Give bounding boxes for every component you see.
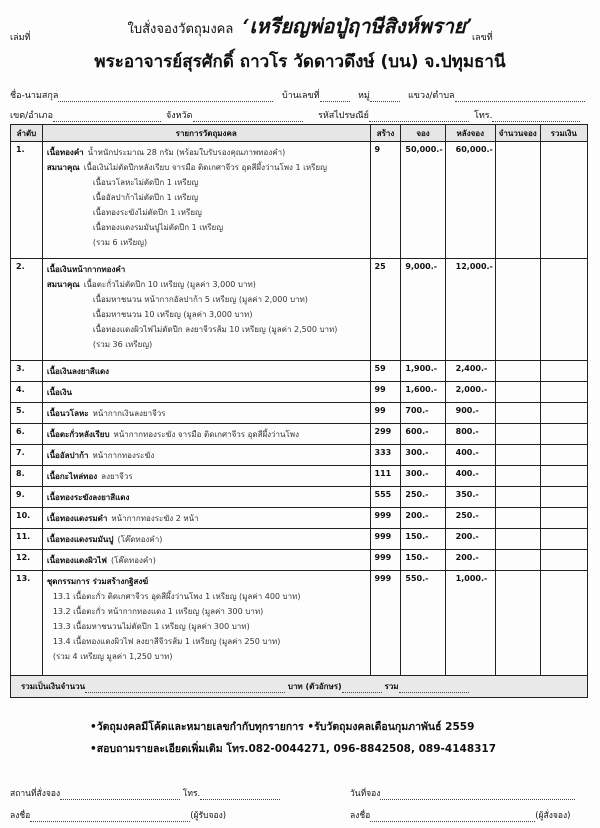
item-detail: น้ำหนักประมาณ 28 กรัม (พร้อมใบรับรองคุณภาพทองคำ) (87, 148, 286, 157)
name-field[interactable]: ชื่อ-นามสกุล (10, 88, 273, 102)
title-prefix: ใบสั่งจองวัตถุมงคล (127, 22, 234, 37)
row-number: 12. (11, 550, 43, 571)
item-title: เนื้อทองแดงผิวไฟ (46, 556, 107, 565)
table-row (11, 382, 588, 403)
quantity-input-cell[interactable] (495, 142, 540, 259)
table-row (11, 424, 588, 445)
col-header-total: รวมเงิน (540, 125, 587, 142)
item-detail: หน้ากากทองระฆัง จารมือ ติดเกศาจีวร อุดสีผึ้งว่านโพง (113, 430, 299, 439)
after-price: 200.- (445, 529, 495, 550)
quantity-input-cell[interactable] (495, 550, 540, 571)
made-count: 99 (370, 403, 401, 424)
table-row (11, 142, 588, 259)
quantity-input-cell[interactable] (495, 466, 540, 487)
title-medal-name: ‘เหรียญพ่อปู่ฤาษีสิงห์พราย’ (242, 14, 473, 38)
bonus-item: 13.1 เนื้อตะกั่ว ติดเกศาจีวร อุดสีผึ้งว่านโพง 1 เหรียญ (มูลค่า 400 บาท) (52, 592, 301, 601)
after-price: 350.- (445, 487, 495, 508)
book-number-label: เล่มที่ (10, 33, 31, 43)
col-header-quantity: จำนวนจอง (495, 125, 540, 142)
item-detail: หน้ากากทองระฆัง (92, 451, 155, 460)
after-price: 200.- (445, 550, 495, 571)
row-number: 4. (11, 382, 43, 403)
baht-words-label: บาท (ตัวอักษร) (287, 682, 342, 691)
row-total-cell[interactable] (540, 466, 587, 487)
made-count: 555 (370, 487, 401, 508)
bonus-item: เนื้อทองแดงรมมันปูไม่ตัดปีก 1 เหรียญ (92, 223, 224, 232)
item-detail: หน้ากากทองระฆัง 2 หน้า (111, 514, 199, 523)
reserve-price: 1,600.- (401, 382, 445, 403)
sum-total-field[interactable] (399, 683, 469, 693)
row-total-cell[interactable] (540, 445, 587, 466)
receiver-signature-field[interactable]: ลงชื่อ (ผู้รับจอง) (10, 811, 227, 821)
bonus-item: 13.2 เนื้อตะกั่ว หน้ากากทองแดง 1 เหรียญ (มูลค่า 300 บาท) (52, 607, 264, 616)
row-number: 13. (11, 571, 43, 676)
row-total-cell[interactable] (540, 529, 587, 550)
made-count: 25 (370, 259, 401, 361)
after-price: 800.- (445, 424, 495, 445)
row-description (42, 382, 370, 403)
row-total-cell[interactable] (540, 487, 587, 508)
item-total-note: (รวม 36 เหรียญ) (92, 340, 153, 349)
item-title: เนื้อทองแดงรมดำ (46, 514, 108, 523)
reserve-price: 1,900.- (401, 361, 445, 382)
row-number: 8. (11, 466, 43, 487)
row-total-cell[interactable] (540, 403, 587, 424)
row-description (42, 259, 370, 361)
made-count: 299 (370, 424, 401, 445)
row-description (42, 361, 370, 382)
row-description (42, 508, 370, 529)
postcode-field[interactable]: รหัสไปรษณีย์ (318, 108, 469, 122)
item-title: เนื้อเงินลงยาสีแดง (46, 367, 110, 376)
after-price: 400.- (445, 445, 495, 466)
item-title: เนื้อทองระฆังลงยาสีแดง (46, 493, 130, 502)
bonus-item: 13.4 เนื้อทองแดงผิวไฟ ลงยาสีจีวรส้ม 1 เหรียญ (มูลค่า 250 บาท) (52, 637, 281, 646)
province-field[interactable]: จังหวัด (166, 108, 303, 122)
subdistrict-field[interactable]: แขวง/ตำบล (408, 88, 585, 102)
made-count: 999 (370, 550, 401, 571)
reserve-price: 300.- (401, 466, 445, 487)
order-place-field[interactable]: สถานที่สั่งจอง โทร. (10, 786, 280, 800)
table-row (11, 508, 588, 529)
col-header-reserve-price: จอง (401, 125, 445, 142)
made-count: 999 (370, 508, 401, 529)
quantity-input-cell[interactable] (495, 382, 540, 403)
bonus-item: เนื้อมหาชนวน หน้ากากอัลปาก้า 5 เหรียญ (มูลค่า 2,000 บาท) (92, 295, 308, 304)
row-description (42, 142, 370, 259)
row-description (42, 529, 370, 550)
item-title: เนื้อทองแดงรมมันปู (46, 535, 114, 544)
bonus-label: สมนาคุณ (46, 163, 80, 172)
item-title: ชุดกรรมการ ร่วมสร้างกฐิสงฆ์ (46, 577, 149, 586)
row-description (42, 487, 370, 508)
quantity-input-cell[interactable] (495, 403, 540, 424)
sum-label: รวมเป็นเงินจำนวน (21, 682, 86, 691)
table-row (11, 487, 588, 508)
quantity-input-cell[interactable] (495, 361, 540, 382)
reserve-price: 50,000.- (401, 142, 445, 259)
item-title: เนื้ออัลปาก้า (46, 451, 89, 460)
row-description (42, 466, 370, 487)
bonus-label: สมนาคุณ (46, 280, 80, 289)
note-line-1: •วัตถุมงคลมีโค้ดและหมายเลขกำกับทุกรายการ •รับวัตถุมงคลเดือนกุมภาพันธ์ 2559 (90, 721, 475, 733)
orderer-signature-field[interactable]: ลงชื่อ (ผู้สั่งจอง) (350, 811, 571, 821)
bonus-item: เนื้อทองแดงผิวไฟไม่ตัดปีก ลงยาจีวรส้ม 10 เหรียญ (มูลค่า 2,500 บาท) (92, 325, 338, 334)
table-row (11, 466, 588, 487)
reserve-price: 600.- (401, 424, 445, 445)
table-row (11, 445, 588, 466)
table-row (11, 550, 588, 571)
after-price: 250.- (445, 508, 495, 529)
quantity-input-cell[interactable] (495, 508, 540, 529)
form-title (0, 10, 600, 42)
row-total-cell[interactable] (540, 508, 587, 529)
col-header-after-price: หลังจอง (445, 125, 495, 142)
row-number: 6. (11, 424, 43, 445)
form-subtitle: พระอาจารย์สุรศักดิ์ ถาวโร วัดดาวดึงษ์ (บน) จ.ปทุมธานี (94, 52, 506, 72)
row-total-cell[interactable] (540, 550, 587, 571)
after-price: 900.- (445, 403, 495, 424)
item-detail: (โค๊ดทองคำ) (117, 535, 163, 544)
bonus-item: 13.3 เนื้อมหาชนวนไม่ตัดปีก 1 เหรียญ (มูลค่า 300 บาท) (52, 622, 250, 631)
quantity-input-cell[interactable] (495, 259, 540, 361)
bonus-item: เนื้อทองระฆังไม่ตัดปีก 1 เหรียญ (92, 208, 202, 217)
after-price: 2,400.- (445, 361, 495, 382)
district-field[interactable]: เขต/อำเภอ (10, 108, 161, 122)
row-total-cell[interactable] (540, 142, 587, 259)
bonus-item: เนื้อมหาชนวน 10 เหรียญ (มูลค่า 3,000 บาท) (92, 310, 253, 319)
item-title: เนื้อนวโลหะ (46, 409, 89, 418)
item-detail: ลงยาจีวร (101, 472, 133, 481)
reserve-price: 300.- (401, 445, 445, 466)
item-total-note: (รวม 6 เหรียญ) (92, 238, 148, 247)
row-description (42, 571, 370, 676)
item-total-note: (รวม 4 เหรียญ มูลค่า 1,250 บาท) (52, 652, 173, 661)
sum-amount-field[interactable] (85, 683, 285, 693)
reserve-price: 700.- (401, 403, 445, 424)
made-count: 999 (370, 529, 401, 550)
after-price: 400.- (445, 466, 495, 487)
after-price: 12,000.- (445, 259, 495, 361)
table-row (11, 571, 588, 676)
reserve-price: 150.- (401, 550, 445, 571)
after-price: 1,000.- (445, 571, 495, 676)
house-no-field[interactable]: บ้านเลขที่ (282, 88, 350, 102)
table-row (11, 529, 588, 550)
row-number: 7. (11, 445, 43, 466)
sum-row (11, 676, 588, 698)
reserve-price: 150.- (401, 529, 445, 550)
order-date-field[interactable]: วันที่จอง (350, 786, 575, 800)
form-number-label: เลขที่ (472, 33, 493, 43)
bonus-item: เนื้อตะกั่วไม่ตัดปีก 10 เหรียญ (มูลค่า 3,000 บาท) (83, 280, 256, 289)
quantity-input-cell[interactable] (495, 424, 540, 445)
quantity-input-cell[interactable] (495, 445, 540, 466)
note-line-2: •สอบถามรายละเอียดเพิ่มเติม โทร.082-0044271, 096-8842508, 089-4148317 (90, 743, 497, 755)
bonus-item: เนื้ออัลปาก้าไม่ตัดปีก 1 เหรียญ (92, 193, 199, 202)
item-title: เนื้อทองคำ (46, 148, 84, 157)
row-number: 11. (11, 529, 43, 550)
item-title: เนื้อกะไหล่ทอง (46, 472, 98, 481)
order-table (10, 124, 588, 698)
quantity-input-cell[interactable] (495, 571, 540, 676)
made-count: 999 (370, 571, 401, 676)
item-title: เนื้อเงิน (46, 388, 72, 397)
item-detail: (โค๊ดทองคำ) (110, 556, 156, 565)
item-detail: หน้ากากเงินลงยาจีวร (92, 409, 166, 418)
sum-total-label: รวม (384, 682, 399, 691)
col-header-made: สร้าง (370, 125, 401, 142)
made-count: 59 (370, 361, 401, 382)
tel-field[interactable]: โทร. (474, 108, 580, 122)
row-total-cell[interactable] (540, 382, 587, 403)
made-count: 111 (370, 466, 401, 487)
row-number: 3. (11, 361, 43, 382)
row-number: 1. (11, 142, 43, 259)
table-header-row (11, 125, 588, 142)
row-total-cell[interactable] (540, 571, 587, 676)
bonus-item: เนื้อนวโลหะไม่ตัดปีก 1 เหรียญ (92, 178, 199, 187)
col-header-no: ลำดับ (11, 125, 43, 142)
row-total-cell[interactable] (540, 259, 587, 361)
after-price: 2,000.- (445, 382, 495, 403)
reserve-price: 9,000.- (401, 259, 445, 361)
row-number: 10. (11, 508, 43, 529)
row-total-cell[interactable] (540, 361, 587, 382)
quantity-input-cell[interactable] (495, 529, 540, 550)
item-title: เนื้อเงินหน้ากากทองคำ (46, 265, 126, 274)
table-row (11, 259, 588, 361)
after-price: 60,000.- (445, 142, 495, 259)
row-number: 5. (11, 403, 43, 424)
row-number: 9. (11, 487, 43, 508)
row-number: 2. (11, 259, 43, 361)
item-title: เนื้อตะกั่วหลังเรียบ (46, 430, 110, 439)
reserve-price: 250.- (401, 487, 445, 508)
made-count: 99 (370, 382, 401, 403)
reserve-price: 550.- (401, 571, 445, 676)
made-count: 333 (370, 445, 401, 466)
table-row (11, 361, 588, 382)
row-description (42, 403, 370, 424)
table-row (11, 403, 588, 424)
moo-field[interactable]: หมู่ (358, 88, 400, 102)
row-description (42, 550, 370, 571)
quantity-input-cell[interactable] (495, 487, 540, 508)
row-description (42, 445, 370, 466)
row-description (42, 424, 370, 445)
row-total-cell[interactable] (540, 424, 587, 445)
reserve-price: 200.- (401, 508, 445, 529)
made-count: 9 (370, 142, 401, 259)
col-header-item: รายการวัตถุมงคล (42, 125, 370, 142)
bonus-item: เนื้อเงินไม่ตัดปีกหลังเรียบ จารมือ ติดเกศาจีวร อุดสีผึ้งว่านโพง 1 เหรียญ (83, 163, 327, 172)
